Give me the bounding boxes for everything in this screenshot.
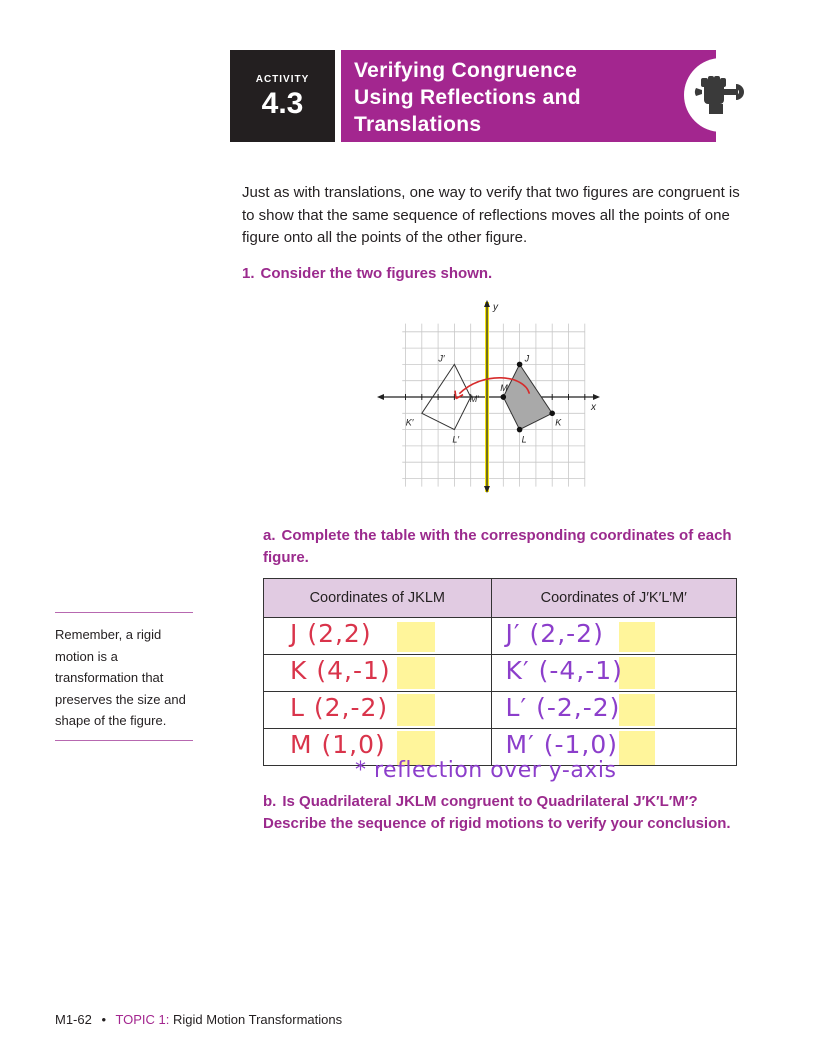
handwritten-entry: K′ (-4,-1) <box>505 656 623 685</box>
header-right: Coordinates of J′K′L′M′ <box>491 579 736 618</box>
label-k: K <box>555 417 562 428</box>
coordinate-plane <box>372 296 612 496</box>
highlight-mark <box>397 657 435 689</box>
label-m-prime: M′ <box>469 394 479 404</box>
topic-title: Rigid Motion Transformations <box>173 1012 343 1027</box>
part-a-letter: a. <box>263 527 276 544</box>
footer-bullet: • <box>101 1012 107 1027</box>
activity-label: ACTIVITY <box>255 74 310 85</box>
table-cell-left[interactable] <box>264 655 492 692</box>
vertex-l <box>517 427 523 433</box>
vertex-m <box>501 394 507 400</box>
highlight-mark <box>619 694 655 726</box>
vertex-j <box>517 362 523 368</box>
handwritten-entry: J′ (2,-2) <box>505 619 604 648</box>
label-k-prime: K′ <box>405 417 414 428</box>
question-1 <box>242 265 492 282</box>
x-axis-arrow-right <box>593 394 600 400</box>
highlight-mark <box>397 622 435 652</box>
handwritten-entry: M′ (-1,0) <box>505 730 619 759</box>
table-row <box>264 692 737 729</box>
table-cell-right[interactable] <box>491 692 736 729</box>
part-a <box>263 525 743 569</box>
y-axis-arrow-up <box>484 300 490 307</box>
highlight-mark <box>619 731 655 765</box>
handwritten-entry: K (4,-1) <box>290 656 391 685</box>
handwritten-entry: J (2,2) <box>290 619 372 648</box>
wrench-fist-icon <box>684 58 758 132</box>
question-1-text: Consider the two figures shown. <box>260 265 493 282</box>
table-row <box>264 655 737 692</box>
intro-paragraph: Just as with translations, one way to verify that two figures are congruent is to show that the same sequence of reflections moves all the points of one figure onto all the points of the other figure. <box>242 184 740 246</box>
label-l-prime: L′ <box>452 434 460 445</box>
part-b-text: Is Quadrilateral JKLM congruent to Quadrilateral J′K′L′M′? Describe the sequence of rigid motions to verify your conclusion. <box>263 793 731 832</box>
table-header-row <box>264 579 737 618</box>
coordinates-table <box>263 578 737 758</box>
sidebar-note: Remember, a rigid motion is a transformation that preserves the size and shape of the figure. <box>55 627 186 728</box>
page-number: M1-62 <box>55 1012 92 1027</box>
title-line-1: Verifying Congruence <box>354 59 578 82</box>
handwritten-entry: L (2,-2) <box>290 693 389 722</box>
y-axis-arrow-down <box>484 486 490 493</box>
activity-badge <box>230 50 335 142</box>
part-b-letter: b. <box>263 793 277 810</box>
x-axis-arrow-left <box>377 394 384 400</box>
handwritten-entry: M (1,0) <box>290 730 386 759</box>
table-cell-left[interactable] <box>264 618 492 655</box>
vertex-k <box>549 411 555 417</box>
part-a-text: Complete the table with the corresponding coordinates of each figure. <box>263 527 732 566</box>
label-m: M <box>500 383 508 393</box>
part-b <box>263 791 743 835</box>
label-j-prime: J′ <box>438 353 445 364</box>
highlight-mark <box>619 622 655 652</box>
title-line-2: Using Reflections and <box>354 86 581 109</box>
sidebar-divider-top <box>55 612 193 613</box>
table-row <box>264 618 737 655</box>
handwritten-note: * reflection over y-axis <box>355 758 617 783</box>
table-cell-right[interactable] <box>491 655 736 692</box>
activity-title-banner <box>341 50 716 142</box>
label-l: L <box>521 434 527 445</box>
x-axis-label: x <box>591 402 596 413</box>
title-line-3: Translations <box>354 113 482 136</box>
handwritten-entry: L′ (-2,-2) <box>505 693 621 722</box>
table-cell-right[interactable] <box>491 618 736 655</box>
highlight-mark <box>397 694 435 726</box>
activity-title <box>354 57 581 138</box>
header-left: Coordinates of JKLM <box>264 579 492 618</box>
activity-number: 4.3 <box>261 87 304 120</box>
question-1-number: 1. <box>242 265 255 282</box>
topic-label: TOPIC 1: <box>115 1012 170 1027</box>
y-axis-label: y <box>493 302 498 313</box>
coordinate-graph <box>372 296 612 496</box>
sidebar-divider-bottom <box>55 740 193 741</box>
table-cell-left[interactable] <box>264 692 492 729</box>
label-j: J <box>524 353 530 364</box>
highlight-mark <box>619 657 655 689</box>
page-footer <box>55 1012 342 1027</box>
